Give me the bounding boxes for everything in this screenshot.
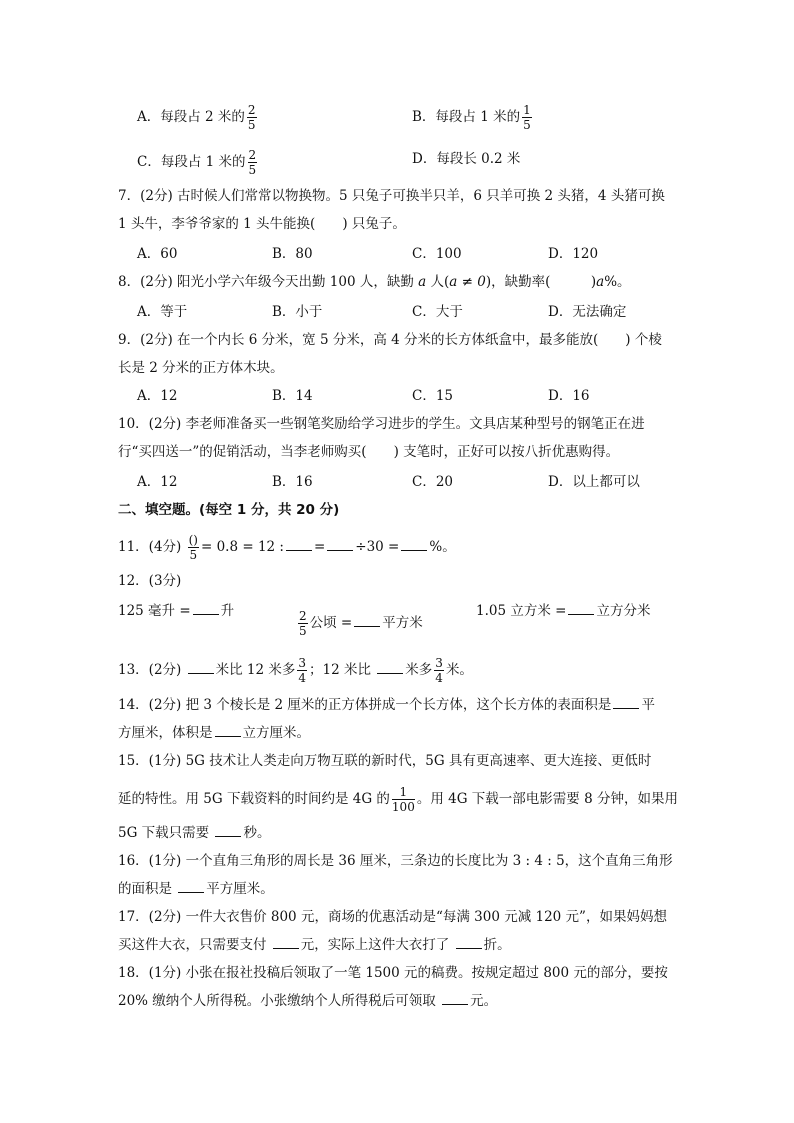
fraction: $\frac{2}{5}$ bbox=[247, 103, 256, 132]
fraction: $\frac{1}{5}$ bbox=[523, 103, 531, 132]
answer-blank[interactable] bbox=[193, 601, 219, 615]
answer-blank[interactable] bbox=[286, 537, 312, 551]
fraction: $\frac{2}{5}$ bbox=[248, 148, 257, 177]
q14-line1: 14．(2分) 把 3 个棱长是 2 厘米的正方体拼成一个长方体，这个长方体的表面积是 平 bbox=[118, 697, 655, 713]
q12-part-c: 1.05 立方米 = 立方分米 bbox=[476, 603, 651, 619]
q8-option: D．无法确定 bbox=[548, 304, 627, 320]
q7-option: D．120 bbox=[548, 246, 599, 262]
q15-line1: 15．(1分) 5G 技术让人类走向万物互联的新时代，5G 具有更高速率、更大连接、更低时 bbox=[118, 753, 652, 769]
q9-option: B．14 bbox=[272, 388, 313, 404]
answer-blank[interactable] bbox=[215, 823, 241, 837]
q7-stem-line2: 1 头牛，李爷爷家的 1 头牛能换( ) 只兔子。 bbox=[118, 216, 406, 232]
answer-blank[interactable] bbox=[442, 991, 468, 1005]
q9-option: D．16 bbox=[548, 388, 590, 404]
q8-stem: 8．(2分) 阳光小学六年级今天出勤 100 人，缺勤 a 人(a ≠ 0)，缺勤率( )a%。 bbox=[118, 274, 631, 290]
q7-stem-line1: 7．(2分) 古时候人们常常以物换物。5 只兔子可换半只羊，6 只羊可换 2 头猪，4 头猪可换 bbox=[118, 188, 665, 204]
fraction: $\frac{1}{100}$ bbox=[391, 785, 415, 814]
q9-stem-line1: 9．(2分) 在一个内长 6 分米，宽 5 分米，高 4 分米的长方体纸盒中，最多能放( ) 个棱 bbox=[118, 332, 662, 348]
q6-option-d: D．每段长 0.2 米 bbox=[412, 151, 521, 167]
q15-line2: 延的特性。用 5G 下载资料的时间约是 4G 的 $\frac{1}{100}$ 。用 4G 下载一部电影需要 8 分钟，如果用 bbox=[118, 785, 678, 814]
answer-blank[interactable] bbox=[327, 537, 353, 551]
answer-blank[interactable] bbox=[401, 537, 427, 551]
q10-stem-line2: 行“买四送一”的促销活动，当李老师购买( ) 支笔时，正好可以按八折优惠购得。 bbox=[118, 444, 620, 460]
answer-blank[interactable] bbox=[188, 660, 214, 674]
q7-option: B．80 bbox=[272, 246, 313, 262]
q12-part-a: 125 毫升 = 升 bbox=[118, 603, 235, 619]
q6-option-c: C．每段占 1 米的 $\frac{2}{5}$ bbox=[137, 148, 257, 177]
q17-line2: 买这件大衣，只需要支付 元，实际上这件大衣打了 折。 bbox=[118, 937, 511, 953]
q7-option: A．60 bbox=[137, 246, 178, 262]
fraction: $\frac{2}{5}$ bbox=[299, 609, 307, 638]
q7-option: C．100 bbox=[412, 246, 462, 262]
q10-stem-line1: 10．(2分) 李老师准备买一些钢笔奖励给学习进步的学生。文具店某种型号的钢笔正在进 bbox=[118, 416, 645, 432]
q10-option: D．以上都可以 bbox=[548, 474, 640, 490]
answer-blank[interactable] bbox=[613, 695, 639, 709]
answer-blank[interactable] bbox=[568, 601, 594, 615]
q12-part-b: $\frac{2}{5}$ 公顷 = 平方米 bbox=[299, 609, 423, 638]
q12-label: 12．(3分) bbox=[118, 573, 182, 589]
q9-option: A．12 bbox=[137, 388, 178, 404]
answer-blank[interactable] bbox=[354, 613, 380, 627]
answer-blank[interactable] bbox=[456, 935, 482, 949]
q18-line1: 18．(1分) 小张在报社投稿后领取了一笔 1500 元的稿费。按规定超过 800 元的部分，要按 bbox=[118, 965, 668, 981]
q10-option: A．12 bbox=[137, 474, 178, 490]
answer-blank[interactable] bbox=[273, 935, 299, 949]
q6-option-b: B．每段占 1 米的 $\frac{1}{5}$ bbox=[412, 103, 531, 132]
q17-line1: 17．(2分) 一件大衣售价 800 元，商场的优惠活动是“每满 300 元减 120 元”，如果妈妈想 bbox=[118, 909, 667, 925]
q10-option: C．20 bbox=[412, 474, 454, 490]
answer-blank[interactable] bbox=[215, 723, 241, 737]
fraction: $\frac{3}{4}$ bbox=[298, 656, 307, 685]
q18-line2: 20% 缴纳个人所得税。小张缴纳个人所得税后可领取 元。 bbox=[118, 993, 498, 1009]
q16-line2: 的面积是 平方厘米。 bbox=[118, 881, 274, 897]
q13: 13．(2分) 米比 12 米多 $\frac{3}{4}$ ；12 米比 米多 $\frac{3}{4}$ 米。 bbox=[118, 656, 473, 685]
q11: 11．(4分) $\frac{()}{5}$ = 0.8 = 12 : = ÷30 = %。 bbox=[118, 533, 456, 562]
q9-stem-line2: 长是 2 分米的正方体木块。 bbox=[118, 360, 284, 376]
answer-blank[interactable] bbox=[178, 879, 204, 893]
q6-option-a: A．每段占 2 米的 $\frac{2}{5}$ bbox=[137, 103, 256, 132]
q8-option: C．大于 bbox=[412, 304, 463, 320]
q10-option: B．16 bbox=[272, 474, 313, 490]
q9-option: C．15 bbox=[412, 388, 454, 404]
section-heading: 二、填空题。(每空 1 分，共 20 分) bbox=[118, 502, 340, 518]
q14-line2: 方厘米，体积是 立方厘米。 bbox=[118, 725, 310, 741]
q8-option: B．小于 bbox=[272, 304, 323, 320]
q15-line3: 5G 下载只需要 秒。 bbox=[118, 825, 271, 841]
fraction: $\frac{3}{4}$ bbox=[435, 656, 443, 685]
answer-blank[interactable] bbox=[377, 660, 403, 674]
fraction: $\frac{()}{5}$ bbox=[188, 533, 198, 562]
q8-option: A．等于 bbox=[137, 304, 188, 320]
q16-line1: 16．(1分) 一个直角三角形的周长是 36 厘米，三条边的长度比为 3 : 4 : 5，这个直角三角形 bbox=[118, 853, 673, 869]
